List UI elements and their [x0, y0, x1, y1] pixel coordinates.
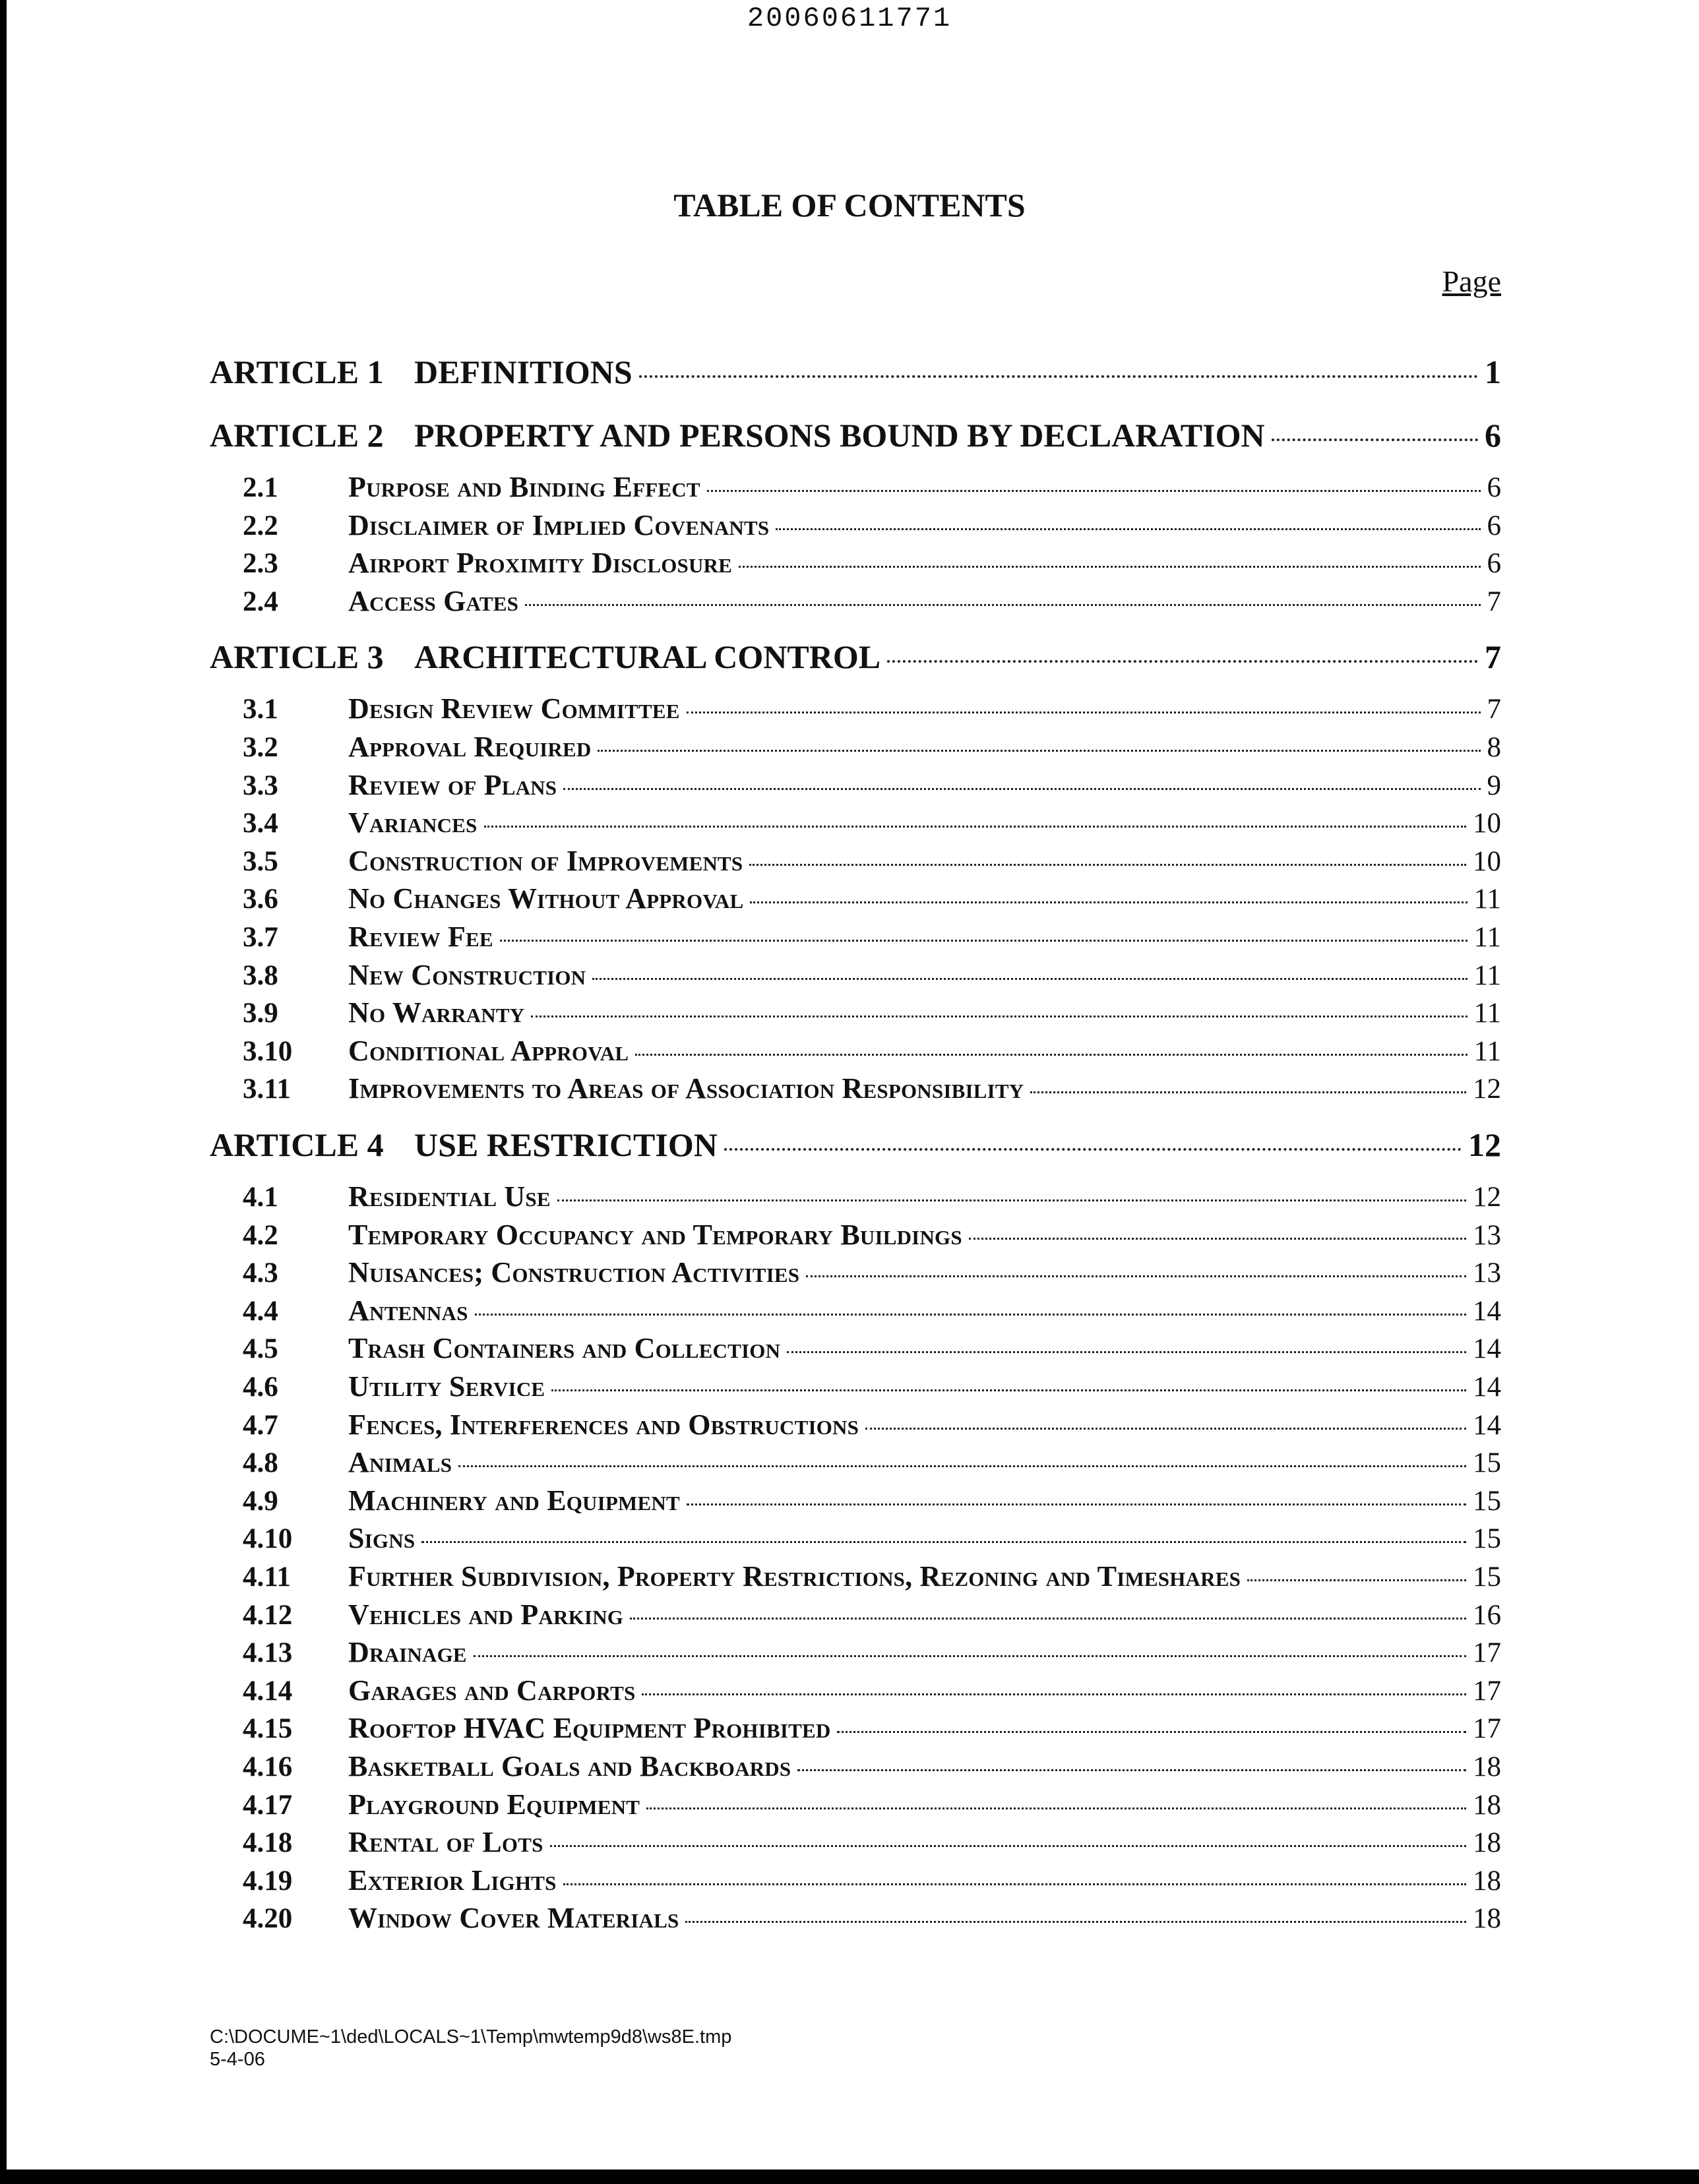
dot-leader — [687, 1503, 1466, 1505]
toc-entry-number: 4.16 — [243, 1751, 293, 1782]
toc-entry-title: Temporary Occupancy and Temporary Buildings — [348, 1218, 962, 1251]
toc-entry-number: 3.8 — [243, 959, 278, 991]
toc-entry-title: Vehicles and Parking — [348, 1598, 624, 1631]
toc-entry-page: 1 — [1485, 353, 1501, 390]
dot-leader — [1030, 1091, 1466, 1093]
toc-entry-page: 11 — [1473, 922, 1501, 953]
toc-entry-title: Trash Containers and Collection — [348, 1332, 781, 1365]
toc-entry-title: PROPERTY AND PERSONS BOUND BY DECLARATION — [414, 417, 1265, 454]
toc-entry-page: 17 — [1473, 1637, 1501, 1669]
dot-leader — [837, 1731, 1466, 1733]
toc-entry-page: 12 — [1468, 1126, 1501, 1163]
toc-entry-number: 2.1 — [243, 472, 278, 503]
dot-leader — [787, 1351, 1466, 1353]
toc-entry-number: ARTICLE 4 — [210, 1126, 384, 1163]
toc-article-row — [210, 1126, 1501, 1168]
toc-section-row — [210, 1901, 1501, 1938]
dot-leader — [557, 1199, 1466, 1201]
dot-leader — [592, 978, 1467, 980]
toc-entry-page: 18 — [1473, 1903, 1501, 1935]
toc-entry-title: Basketball Goals and Backboards — [348, 1750, 791, 1782]
toc-entry-title: Variances — [348, 806, 478, 839]
dot-leader — [563, 788, 1480, 790]
toc-entry-title: Window Cover Materials — [348, 1902, 679, 1935]
toc-entry-number: 4.4 — [243, 1295, 278, 1327]
dot-leader — [475, 1314, 1466, 1316]
toc-section-row — [210, 1635, 1501, 1672]
toc-entry-page: 6 — [1487, 472, 1501, 503]
toc-entry-page: 17 — [1473, 1713, 1501, 1745]
toc-entry-page: 7 — [1487, 694, 1501, 725]
dot-leader — [500, 940, 1467, 942]
toc-entry-title: Playground Equipment — [348, 1788, 640, 1821]
dot-leader — [563, 1883, 1466, 1885]
toc-entry-title: Design Review Committee — [348, 692, 680, 725]
toc-entry-page: 14 — [1473, 1372, 1501, 1403]
dot-leader — [806, 1275, 1466, 1277]
toc-entry-title: Garages and Carports — [348, 1674, 636, 1707]
toc-entry-page: 15 — [1473, 1485, 1501, 1517]
toc-section-row — [210, 1521, 1501, 1558]
dot-leader — [484, 826, 1467, 828]
dot-leader — [551, 1389, 1466, 1391]
toc-entry-page: 10 — [1473, 808, 1501, 839]
dot-leader — [642, 1693, 1466, 1695]
toc-entry-number: 4.10 — [243, 1523, 293, 1555]
toc-section-row — [210, 1445, 1501, 1482]
toc-entry-page: 10 — [1473, 845, 1501, 877]
toc-section-row — [210, 882, 1501, 919]
toc-section-row — [210, 844, 1501, 881]
toc-section-row — [210, 1674, 1501, 1711]
toc-article-row — [210, 353, 1501, 395]
dot-leader — [646, 1807, 1466, 1809]
toc-entry-number: ARTICLE 1 — [210, 353, 384, 390]
toc-entry-title: Antennas — [348, 1294, 468, 1327]
dot-leader — [776, 528, 1480, 530]
toc-entry-number: 2.2 — [243, 510, 278, 541]
toc-entry-number: 4.20 — [243, 1903, 293, 1935]
toc-entry-title: Review Fee — [348, 921, 493, 953]
dot-leader — [687, 712, 1481, 713]
toc-entry-number: 4.7 — [243, 1409, 278, 1441]
toc-entry-number: 4.17 — [243, 1789, 293, 1821]
dot-leader — [685, 1921, 1466, 1923]
toc-entry-title: Airport Proximity Disclosure — [348, 547, 733, 580]
toc-entry-page: 13 — [1473, 1258, 1501, 1289]
toc-section-row — [210, 920, 1501, 957]
toc-section-row — [210, 470, 1501, 507]
toc-entry-page: 14 — [1473, 1333, 1501, 1365]
toc-entry-page: 12 — [1473, 1182, 1501, 1213]
toc-entry-page: 9 — [1487, 770, 1501, 801]
toc-entry-page: 6 — [1487, 548, 1501, 580]
toc-section-row — [210, 1408, 1501, 1445]
toc-entry-title: No Changes Without Approval — [348, 882, 744, 915]
dot-leader — [749, 864, 1466, 866]
toc-section-row — [210, 1256, 1501, 1292]
toc-entry-page: 8 — [1487, 732, 1501, 763]
dot-leader — [635, 1054, 1467, 1056]
page-title: TABLE OF CONTENTS — [673, 187, 1026, 224]
toc-entry-number: 4.6 — [243, 1372, 278, 1403]
dot-leader — [421, 1541, 1466, 1543]
dot-leader — [1272, 439, 1478, 441]
toc-entry-title: No Warranty — [348, 996, 525, 1029]
toc-entry-number: 2.3 — [243, 548, 278, 580]
toc-entry-number: 4.18 — [243, 1827, 293, 1859]
toc-entry-number: 4.3 — [243, 1258, 278, 1289]
toc-entry-page: 7 — [1487, 586, 1501, 617]
scan-border-bottom — [0, 2169, 1699, 2184]
footer — [210, 2026, 731, 2071]
dot-leader — [750, 901, 1467, 903]
toc-entry-page: 17 — [1473, 1675, 1501, 1707]
toc-entry-number: 4.8 — [243, 1447, 278, 1479]
toc-section-row — [210, 1749, 1501, 1786]
dot-leader — [525, 604, 1480, 606]
toc-section-row — [210, 508, 1501, 545]
toc-entry-number: 3.9 — [243, 998, 278, 1029]
toc-entry-title: Construction of Improvements — [348, 844, 743, 877]
toc-entry-title: Review of Plans — [348, 768, 557, 801]
toc-entry-page: 14 — [1473, 1295, 1501, 1327]
toc-entry-page: 14 — [1473, 1409, 1501, 1441]
toc-entry-number: 3.6 — [243, 884, 278, 915]
dot-leader — [724, 1148, 1462, 1151]
toc-entry-page: 11 — [1473, 998, 1501, 1029]
dot-leader — [887, 660, 1478, 663]
dot-leader — [797, 1769, 1466, 1771]
toc-entry-page: 18 — [1473, 1789, 1501, 1821]
toc-entry-page: 18 — [1473, 1865, 1501, 1896]
toc-entry-number: 3.1 — [243, 694, 278, 725]
toc-section-row — [210, 996, 1501, 1033]
toc-entry-number: 4.1 — [243, 1182, 278, 1213]
toc-entry-number: 4.9 — [243, 1485, 278, 1517]
toc-entry-title: Nuisances; Construction Activities — [348, 1256, 800, 1289]
toc-entry-title: Disclaimer of Implied Covenants — [348, 508, 770, 541]
toc-entry-title: DEFINITIONS — [414, 353, 633, 390]
scan-border-left — [0, 0, 7, 2184]
toc-entry-number: 3.4 — [243, 808, 278, 839]
toc-section-row — [210, 1331, 1501, 1368]
toc-section-row — [210, 1034, 1501, 1071]
footer-file-path: C:\DOCUME~1\ded\LOCALS~1\Temp\mwtemp9d8\ws8E.tmp — [210, 2026, 732, 2048]
toc-entry-number: 4.13 — [243, 1637, 293, 1669]
dot-leader — [969, 1238, 1466, 1240]
toc-section-row — [210, 546, 1501, 583]
toc-section-row — [210, 1711, 1501, 1748]
toc-section-row — [210, 1864, 1501, 1900]
toc-entry-page: 7 — [1485, 638, 1501, 676]
toc-entry-number: 4.2 — [243, 1219, 278, 1251]
toc-entry-number: 3.11 — [243, 1074, 291, 1105]
toc-entry-number: ARTICLE 3 — [210, 638, 384, 676]
toc-entry-title: USE RESTRICTION — [414, 1126, 718, 1163]
toc-entry-number: 2.4 — [243, 586, 278, 617]
toc-entry-number: ARTICLE 2 — [210, 417, 384, 454]
toc-entry-title: Rooftop HVAC Equipment Prohibited — [348, 1712, 831, 1745]
toc-entry-number: 4.19 — [243, 1865, 293, 1896]
toc-section-row — [210, 1825, 1501, 1862]
toc-entry-page: 15 — [1473, 1447, 1501, 1479]
toc-entry-number: 3.10 — [243, 1035, 293, 1067]
toc-entry-number: 4.14 — [243, 1675, 293, 1707]
toc-entry-title: Drainage — [348, 1636, 467, 1669]
toc-section-row — [210, 806, 1501, 843]
toc-entry-number: 3.7 — [243, 922, 278, 953]
toc-entry-title: Rental of Lots — [348, 1826, 543, 1859]
toc-entry-page: 13 — [1473, 1219, 1501, 1251]
toc-entry-page: 11 — [1473, 959, 1501, 991]
toc-entry-title: Further Subdivision, Property Restrictions, Rezoning and Timeshares — [348, 1560, 1241, 1592]
dot-leader — [865, 1428, 1466, 1430]
dot-leader — [739, 566, 1480, 568]
toc-section-row — [210, 768, 1501, 805]
toc-section-row — [210, 584, 1501, 621]
toc-entry-title: Fences, Interferences and Obstructions — [348, 1408, 859, 1441]
toc-section-row — [210, 958, 1501, 995]
toc-section-row — [210, 1072, 1501, 1108]
toc-entry-number: 4.5 — [243, 1333, 278, 1365]
toc-section-row — [210, 1560, 1501, 1596]
toc-entry-title: Exterior Lights — [348, 1864, 557, 1896]
toc-entry-title: Approval Required — [348, 731, 592, 763]
toc-entry-title: Utility Service — [348, 1370, 545, 1403]
toc-section-row — [210, 1370, 1501, 1407]
toc-entry-page: 12 — [1473, 1074, 1501, 1105]
toc-entry-title: New Construction — [348, 958, 586, 991]
toc-entry-title: Conditional Approval — [348, 1034, 629, 1067]
toc-entry-number: 3.2 — [243, 732, 278, 763]
toc-entry-page: 16 — [1473, 1599, 1501, 1631]
toc-entry-page: 15 — [1473, 1562, 1501, 1592]
toc-entry-title: Animals — [348, 1446, 452, 1479]
toc-entry-title: Signs — [348, 1522, 416, 1555]
toc-section-row — [210, 1180, 1501, 1217]
toc-entry-title: ARCHITECTURAL CONTROL — [414, 638, 881, 676]
toc-article-row — [210, 416, 1501, 458]
toc-entry-title: Improvements to Areas of Association Responsibility — [348, 1072, 1024, 1105]
toc-entry-title: Machinery and Equipment — [348, 1484, 680, 1517]
toc-entry-page: 6 — [1485, 417, 1501, 454]
toc-entry-title: Access Gates — [348, 584, 519, 617]
footer-date: 5-4-06 — [210, 2049, 265, 2070]
toc-entry-page: 18 — [1473, 1827, 1501, 1859]
dot-leader — [458, 1465, 1466, 1467]
dot-leader — [630, 1618, 1466, 1620]
toc-section-row — [210, 1294, 1501, 1331]
dot-leader — [639, 375, 1478, 378]
toc-entry-title: Residential Use — [348, 1180, 551, 1213]
toc-section-row — [210, 1598, 1501, 1635]
toc-section-row — [210, 1218, 1501, 1255]
toc-entry-page: 6 — [1487, 510, 1501, 541]
toc-section-row — [210, 1788, 1501, 1825]
dot-leader — [1247, 1579, 1466, 1581]
dot-leader — [474, 1655, 1466, 1657]
dot-leader — [598, 750, 1480, 752]
toc-section-row — [210, 1484, 1501, 1521]
dot-leader — [550, 1845, 1466, 1847]
dot-leader — [707, 490, 1481, 492]
toc-entry-page: 11 — [1473, 1035, 1501, 1067]
toc-section-row — [210, 730, 1501, 767]
document-number: 20060611771 — [747, 3, 952, 34]
toc-entry-page: 18 — [1473, 1751, 1501, 1782]
dot-leader — [531, 1016, 1467, 1017]
toc-section-row — [210, 692, 1501, 729]
toc-entry-number: 4.12 — [243, 1599, 293, 1631]
toc-entry-page: 15 — [1473, 1523, 1501, 1555]
toc-entry-number: 4.15 — [243, 1713, 293, 1745]
toc-entry-number: 3.3 — [243, 770, 278, 801]
toc-entry-page: 11 — [1473, 884, 1501, 915]
toc-article-row — [210, 638, 1501, 680]
toc-entry-number: 4.11 — [243, 1562, 291, 1592]
toc-entry-title: Purpose and Binding Effect — [348, 471, 700, 503]
page-column-header: Page — [1442, 264, 1501, 298]
toc-entry-number: 3.5 — [243, 845, 278, 877]
